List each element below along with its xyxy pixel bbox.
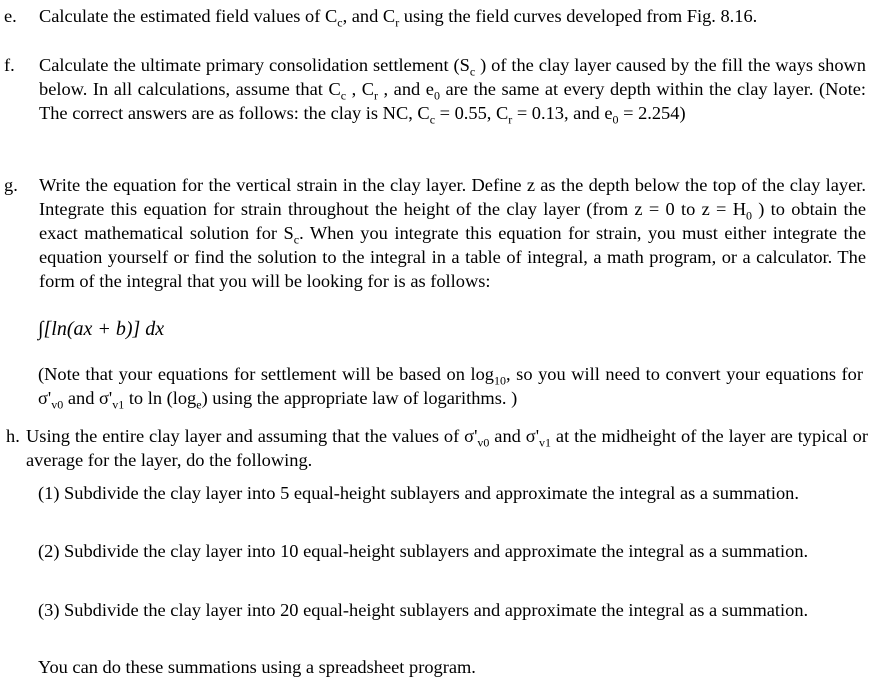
item-h: [6, 424, 868, 472]
item-e-label: e.: [4, 6, 17, 26]
item-f-label: f.: [4, 55, 15, 75]
subitem-3: (3) Subdivide the clay layer into 20 equal-height sublayers and approximate the integral as a summation.: [38, 600, 809, 620]
item-e-text: Calculate the estimated field values of $C_c$, and $C_r$ using the field curves developed from Fig. 8.16.: [39, 6, 758, 30]
item-f-text: Calculate the ultimate primary consolidation settlement ($S_c$ ) of the clay layer caused by the fill the ways shown below. In all calculations, assume that $C_c$ , $C_r$ , and $e_0$ are the same at every depth within the clay layer. (Note: The correct answers are as follows: the clay is NC, $C_c = 0.55$, $C_r = 0.13$, and $e_0 = 2.254$): [39, 55, 867, 127]
item-g: [4, 173, 866, 293]
subitem-2: (2) Subdivide the clay layer into 10 equal-height sublayers and approximate the integral as a summation.: [38, 541, 809, 561]
item-f: [4, 53, 866, 125]
final-note: You can do these summations using a spreadsheet program.: [38, 657, 476, 677]
item-e: [4, 4, 866, 28]
subitem-1: (1) Subdivide the clay layer into 5 equal-height sublayers and approximate the integral as a summation.: [38, 483, 799, 503]
item-g-text: Write the equation for the vertical strain in the clay layer. Define z as the depth below the top of the clay layer. Integrate this equation for strain throughout the height of the clay layer (from z = 0 to $z = H_0$ ) to obtain the exact mathematical solution for $S_c$. When you integrate this equation for strain, you must either integrate the equation yourself or find the solution to the integral in a table of integral, a math program, or a calculator. The form of the integral that you will be looking for is as follows:: [39, 175, 866, 291]
item-g-note: (Note that your equations for settlement will be based on $\log_{10}$, so you will need to convert your equations for $\sigma'_{v0}$ and $\sigma'_{v1}$ to $\ln (\log_e)$ using the appropriate law of logarithms. ): [38, 364, 863, 412]
item-h-label: h.: [6, 426, 20, 446]
item-h-text: Using the entire clay layer and assuming that the values of $\sigma'_{v0}$ and $\sigma'_{v1}$ at the midheight of the layer are typical or average for the layer, do the following.: [26, 426, 868, 470]
integral-formula: ∫[ln(ax + b)] dx: [38, 318, 165, 340]
item-g-label: g.: [4, 175, 18, 195]
